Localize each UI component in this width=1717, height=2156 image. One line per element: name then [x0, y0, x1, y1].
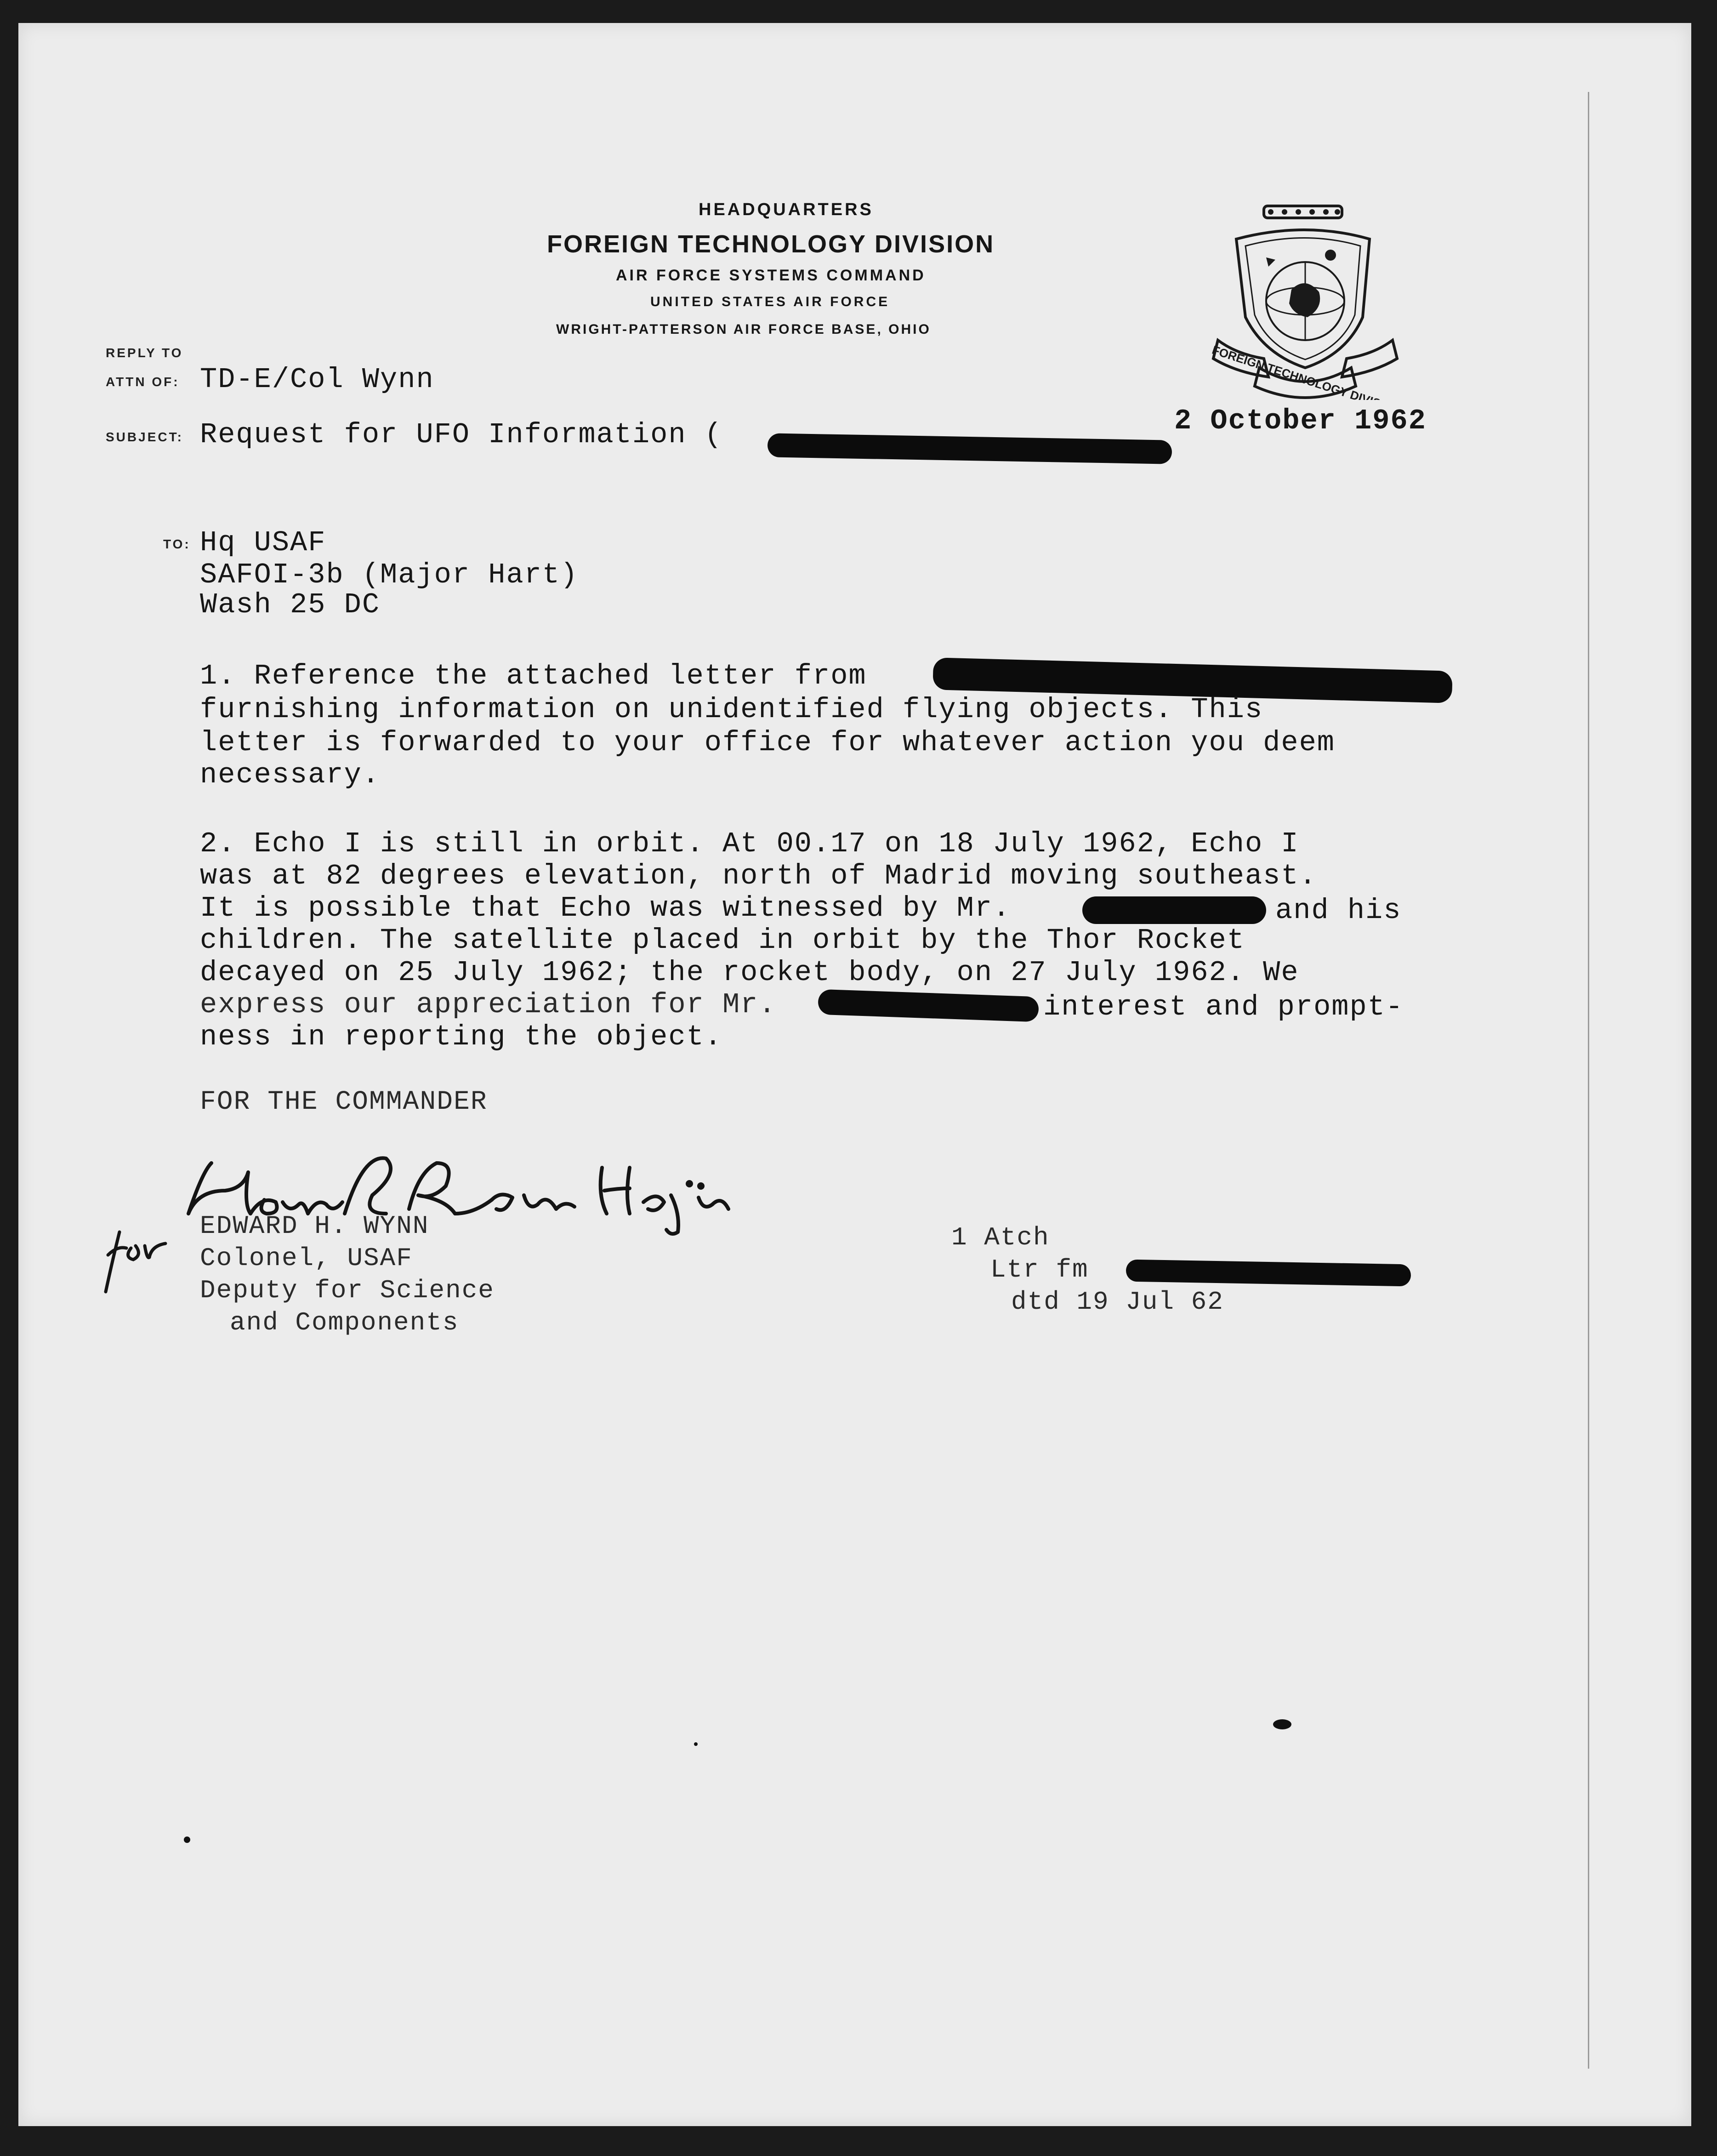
- signer-title-1: Deputy for Science: [200, 1276, 495, 1305]
- reply-to-label: REPLY TO: [106, 346, 183, 360]
- p2-line-7: ness in reporting the object.: [200, 1021, 722, 1053]
- attachment-letter: Ltr fm: [990, 1255, 1089, 1284]
- letterhead-division: FOREIGN TECHNOLOGY DIVISION: [547, 230, 995, 258]
- p1-line-3: letter is forwarded to your office for whatever action you deem: [200, 726, 1335, 759]
- p2-line-6: express our appreciation for Mr.: [200, 988, 777, 1021]
- letterhead-base: WRIGHT-PATTERSON AIR FORCE BASE, OHIO: [556, 322, 931, 337]
- speck: [184, 1837, 190, 1843]
- p2-line-3-end: and his: [1275, 894, 1402, 927]
- for-mark-handwriting-icon: [92, 1214, 175, 1296]
- letter-page: [18, 23, 1691, 2126]
- subject-value: Request for UFO Information (: [200, 418, 722, 451]
- p2-line-1: 2. Echo I is still in orbit. At 00.17 on 18 July 1962, Echo I: [200, 827, 1299, 860]
- to-line-2: SAFOI-3b (Major Hart): [200, 559, 579, 591]
- letter-date: 2 October 1962: [1174, 405, 1427, 437]
- p2-name-redaction-1: [1082, 896, 1266, 924]
- p1-line-4: necessary.: [200, 759, 381, 791]
- p2-line-2: was at 82 degrees elevation, north of Madrid moving southeast.: [200, 860, 1317, 892]
- p2-line-3: It is possible that Echo was witnessed by Mr.: [200, 892, 1011, 924]
- speck: [1273, 1719, 1291, 1729]
- p2-name-redaction-2: [818, 989, 1039, 1022]
- attachment-count: 1 Atch: [951, 1223, 1050, 1252]
- closing-line: FOR THE COMMANDER: [200, 1087, 488, 1117]
- seal-emblem-icon: [1209, 202, 1402, 400]
- signer-title-2: and Components: [230, 1308, 459, 1337]
- letterhead-headquarters: HEADQUARTERS: [699, 200, 874, 219]
- edge-line: [1588, 92, 1589, 2069]
- p1-line-1: 1. Reference the attached letter from: [200, 660, 867, 692]
- subject-label: SUBJECT:: [106, 430, 183, 444]
- to-label: TO:: [163, 537, 191, 551]
- p2-line-6-end: interest and prompt-: [1043, 991, 1404, 1023]
- to-line-3: Wash 25 DC: [200, 588, 381, 621]
- attachment-date: dtd 19 Jul 62: [1011, 1287, 1224, 1317]
- signer-rank: Colonel, USAF: [200, 1243, 413, 1273]
- subject-redaction: [768, 433, 1172, 464]
- to-line-1: Hq USAF: [200, 526, 326, 559]
- p1-line-2: furnishing information on unidentified flying objects. This: [200, 693, 1263, 726]
- seal-text: FOREIGN TECHNOLOGY DIVISION: [1210, 342, 1402, 400]
- signer-name: EDWARD H. WYNN: [200, 1211, 429, 1241]
- letterhead-command: AIR FORCE SYSTEMS COMMAND: [616, 267, 926, 284]
- attn-of-label: ATTN OF:: [106, 375, 180, 389]
- speck: [694, 1742, 698, 1746]
- attachment-redaction: [1126, 1260, 1411, 1287]
- p2-line-4: children. The satellite placed in orbit by the Thor Rocket: [200, 924, 1245, 957]
- division-seal: [1209, 202, 1402, 400]
- for-mark: [92, 1214, 175, 1296]
- p2-line-5: decayed on 25 July 1962; the rocket body, on 27 July 1962. We: [200, 956, 1299, 989]
- letterhead-usaf: UNITED STATES AIR FORCE: [650, 294, 890, 309]
- attn-of-value: TD-E/Col Wynn: [200, 363, 434, 396]
